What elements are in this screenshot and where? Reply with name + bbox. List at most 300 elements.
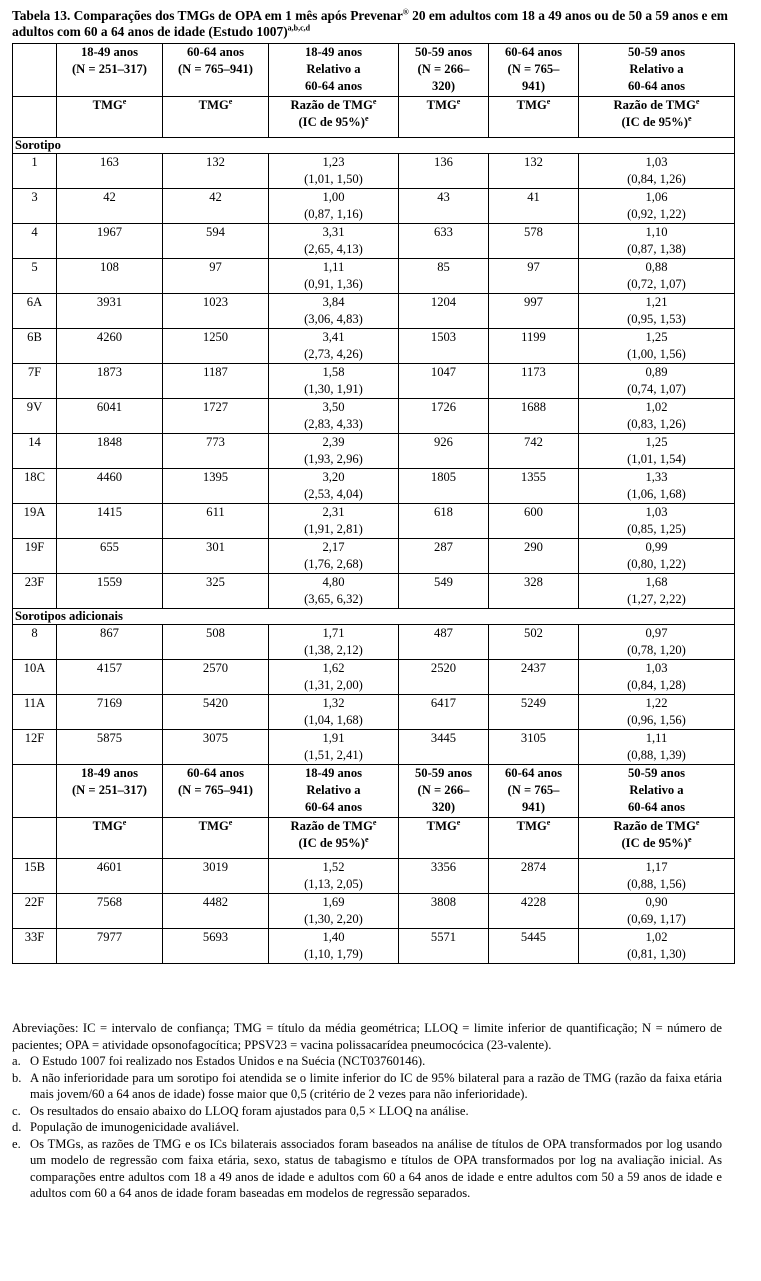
ratio-18-49-cell-line: (2,73, 4,26) (304, 347, 363, 361)
header-c4-line: 320) (431, 800, 456, 814)
header-c3-line: Relativo a (306, 62, 361, 76)
tmg-60-64-cell (163, 294, 269, 329)
tmg-60-64-b-cell (489, 294, 579, 329)
header-measure-ratio (579, 97, 735, 138)
ratio-18-49-cell-line: (1,51, 2,41) (304, 748, 363, 762)
ratio-50-59-cell (579, 189, 735, 224)
header-measure-tmg (163, 97, 269, 138)
tmg-18-49-cell-line: 4157 (96, 661, 123, 675)
footnote-text: Os resultados do ensaio abaixo do LLOQ foram ajustados para 0,5 × LLOQ na análise. (30, 1103, 469, 1118)
tmg-18-49-cell (57, 399, 163, 434)
table-row (13, 894, 735, 929)
header-c2-line: 60-64 anos (186, 45, 245, 59)
tmg-50-59-cell-line: 926 (434, 435, 453, 449)
table-row (13, 294, 735, 329)
caption-text-b: 20 em adultos com 18 a 49 anos ou de 50 a 59 anos e em adultos com 60 a 64 anos de idade (Estudo 1007) (12, 8, 728, 39)
tmg-18-49-cell (57, 695, 163, 730)
tmg-18-49-cell-line: 4601 (96, 860, 123, 874)
tmg-18-49-cell (57, 859, 163, 894)
tmg-60-64-cell (163, 399, 269, 434)
serotype-cell (13, 625, 57, 660)
serotype-cell (13, 329, 57, 364)
ratio-18-49-cell (269, 894, 399, 929)
header-c1-line: 18-49 anos (80, 766, 139, 780)
tmg-50-59-cell-line: 549 (434, 575, 453, 589)
serotype-cell (13, 730, 57, 765)
caption-text-a: Tabela 13. Comparações dos TMGs de OPA em 1 mês após Prevenar (12, 8, 403, 23)
serotype-cell-line: 10A (23, 661, 46, 675)
tmg-label: TMG (516, 98, 547, 112)
ratio-18-49-cell-line: 1,23 (322, 155, 345, 169)
ratio-18-49-cell-line: 2,39 (322, 435, 345, 449)
tmg-50-59-cell-line: 3808 (430, 895, 457, 909)
tmg-18-49-cell-line: 7169 (96, 696, 123, 710)
header-row-groups-repeat (13, 765, 735, 818)
footnote-item (12, 1070, 722, 1103)
footnote-item (12, 1103, 722, 1120)
tmg-50-59-cell (399, 574, 489, 609)
ratio-50-59-cell-line: 1,21 (645, 295, 668, 309)
tmg-60-64-cell-line: 97 (209, 260, 222, 274)
tmg-18-49-cell-line: 867 (100, 626, 119, 640)
section-label: Sorotipos adicionais (13, 609, 735, 625)
ratio-18-49-cell-line: (1,30, 2,20) (304, 912, 363, 926)
tmg-60-64-b-cell (489, 695, 579, 730)
ratio-18-49-cell-line: 3,84 (322, 295, 345, 309)
tmg-label: TMG (516, 819, 547, 833)
tmg-60-64-cell (163, 730, 269, 765)
header-c1-line: 18-49 anos (80, 45, 139, 59)
header-c6-line: Relativo a (629, 783, 684, 797)
tmg-18-49-cell (57, 894, 163, 929)
tmg-60-64-cell (163, 625, 269, 660)
tmg-18-49-cell-line: 1559 (96, 575, 123, 589)
ratio-18-49-cell (269, 259, 399, 294)
tmg-18-49-cell-line: 7568 (96, 895, 123, 909)
tmg-18-49-cell (57, 329, 163, 364)
ratio-50-59-cell (579, 294, 735, 329)
tmg-50-59-cell-line: 3445 (430, 731, 457, 745)
tmg-50-59-cell-line: 2520 (430, 661, 457, 675)
serotype-cell-line: 18C (24, 470, 45, 484)
ratio-50-59-cell (579, 224, 735, 259)
serotype-cell-line: 6A (26, 295, 43, 309)
serotype-cell-line: 19F (24, 540, 45, 554)
ratio-18-49-cell-line: (0,87, 1,16) (304, 207, 363, 221)
header-cell-c3 (269, 765, 399, 818)
footnote-key: c. (12, 1103, 21, 1118)
ratio-18-49-cell-line: 1,69 (322, 895, 345, 909)
tmg-60-64-b-cell (489, 399, 579, 434)
tmg-50-59-cell (399, 660, 489, 695)
serotype-cell (13, 859, 57, 894)
results-table (12, 43, 735, 964)
serotype-cell-line: 15B (24, 860, 45, 874)
ratio-18-49-cell-line: (1,38, 2,12) (304, 643, 363, 657)
footnote-item (12, 1053, 722, 1070)
ratio-18-49-cell (269, 625, 399, 660)
tmg-50-59-cell-line: 136 (434, 155, 453, 169)
ratio-18-49-cell-line: (0,91, 1,36) (304, 277, 363, 291)
ratio-18-49-cell-line: (2,83, 4,33) (304, 417, 363, 431)
tmg-60-64-b-cell-line: 3105 (520, 731, 547, 745)
header-c5-line: 941) (521, 79, 546, 93)
ratio-18-49-cell-line: 1,58 (322, 365, 345, 379)
tmg-60-64-cell-line: 2570 (202, 661, 229, 675)
tmg-60-64-b-cell-line: 97 (527, 260, 540, 274)
ratio-50-59-cell-line: 1,03 (645, 155, 668, 169)
ratio-18-49-cell-line: (2,53, 4,04) (304, 487, 363, 501)
tmg-18-49-cell (57, 929, 163, 964)
serotype-cell-line: 3 (31, 190, 38, 204)
tmg-60-64-cell-line: 773 (206, 435, 225, 449)
header-c5-line: (N = 765– (507, 62, 560, 76)
ratio-18-49-cell (269, 539, 399, 574)
tmg-60-64-cell (163, 189, 269, 224)
ratio-label: Razão de TMG (613, 98, 696, 112)
tmg-60-64-cell-line: 42 (209, 190, 222, 204)
tmg-60-64-cell-line: 594 (206, 225, 225, 239)
ratio-18-49-cell-line: 1,11 (322, 260, 345, 274)
tmg-60-64-b-cell (489, 364, 579, 399)
tmg-60-64-cell (163, 695, 269, 730)
serotype-cell-line: 8 (31, 626, 38, 640)
header-empty-cell (13, 818, 57, 859)
header-c6-line: 50-59 anos (627, 45, 686, 59)
tmg-50-59-cell-line: 633 (434, 225, 453, 239)
header-empty-cell (13, 765, 57, 818)
ratio-18-49-cell-line: 3,31 (322, 225, 345, 239)
section-row (13, 138, 735, 154)
abbreviations-note: Abreviações: IC = intervalo de confiança; TMG = título da média geométrica; LLOQ = limite inferior de quantificação; N = número de pacientes; OPA = atividade opsonofagocítica; PPSV23 = vacina polissacarídea pneumocócica (23-valente). (12, 1021, 722, 1052)
header-cell-c1 (57, 765, 163, 818)
ratio-50-59-cell-line: (0,85, 1,25) (627, 522, 686, 536)
tmg-60-64-b-cell (489, 469, 579, 504)
header-measure-tmg (57, 818, 163, 859)
tmg-60-64-b-cell-line: 502 (524, 626, 543, 640)
ratio-18-49-cell (269, 660, 399, 695)
header-cell-c6 (579, 44, 735, 97)
header-cell-c6 (579, 765, 735, 818)
tmg-60-64-cell (163, 894, 269, 929)
tmg-60-64-b-cell-line: 4228 (520, 895, 547, 909)
ratio-18-49-cell-line: 4,80 (322, 575, 345, 589)
ratio-50-59-cell-line: 1,17 (645, 860, 668, 874)
ratio-50-59-cell-line: (0,72, 1,07) (627, 277, 686, 291)
serotype-cell (13, 929, 57, 964)
header-c6-line: 60-64 anos (627, 79, 686, 93)
tmg-60-64-b-cell (489, 434, 579, 469)
tmg-50-59-cell (399, 399, 489, 434)
tmg-50-59-cell (399, 625, 489, 660)
tmg-60-64-b-cell-line: 1688 (520, 400, 547, 414)
tmg-60-64-b-cell-line: 2874 (520, 860, 547, 874)
header-measure-tmg (399, 818, 489, 859)
tmg-label: TMG (426, 819, 457, 833)
tmg-50-59-cell (399, 730, 489, 765)
serotype-cell (13, 294, 57, 329)
tmg-18-49-cell-line: 1873 (96, 365, 123, 379)
ratio-50-59-cell-line: (1,01, 1,54) (627, 452, 686, 466)
tmg-60-64-b-cell-line: 5445 (520, 930, 547, 944)
ratio-50-59-cell (579, 695, 735, 730)
ratio-18-49-cell-line: 1,32 (322, 696, 345, 710)
header-c5-line: (N = 765– (507, 783, 560, 797)
header-c1-line: (N = 251–317) (71, 62, 148, 76)
header-c2-line: 60-64 anos (186, 766, 245, 780)
tmg-18-49-cell-line: 4260 (96, 330, 123, 344)
tmg-50-59-cell-line: 1047 (430, 365, 457, 379)
ratio-18-49-cell (269, 504, 399, 539)
tmg-18-49-cell (57, 730, 163, 765)
tmg-60-64-b-cell (489, 730, 579, 765)
ratio-50-59-cell-line: 1,33 (645, 470, 668, 484)
serotype-cell-line: 4 (31, 225, 38, 239)
ratio-50-59-cell-line: (0,69, 1,17) (627, 912, 686, 926)
footnote-key: b. (12, 1070, 22, 1085)
serotype-cell (13, 539, 57, 574)
serotype-cell-line: 5 (31, 260, 38, 274)
ratio-50-59-cell (579, 859, 735, 894)
header-c4-line: 50-59 anos (414, 45, 473, 59)
tmg-60-64-cell-line: 3019 (202, 860, 229, 874)
ratio-18-49-cell (269, 730, 399, 765)
ratio-18-49-cell (269, 929, 399, 964)
tmg-18-49-cell (57, 294, 163, 329)
table-row (13, 189, 735, 224)
tmg-label: TMG (92, 98, 123, 112)
ratio-18-49-cell (269, 695, 399, 730)
ratio-18-49-cell-line: 2,31 (322, 505, 345, 519)
tmg-18-49-cell (57, 364, 163, 399)
header-cell-c4 (399, 765, 489, 818)
tmg-60-64-b-cell-line: 328 (524, 575, 543, 589)
tmg-60-64-cell (163, 329, 269, 364)
tmg-18-49-cell-line: 163 (100, 155, 119, 169)
tmg-60-64-cell (163, 434, 269, 469)
tmg-footnote-ref: e (228, 96, 233, 106)
header-cell-c2 (163, 44, 269, 97)
ratio-50-59-cell-line: 0,89 (645, 365, 668, 379)
tmg-50-59-cell (399, 224, 489, 259)
tmg-60-64-cell-line: 611 (206, 505, 225, 519)
header-row-groups (13, 44, 735, 97)
ci-label: (IC de 95%) (621, 836, 688, 850)
header-measure-ratio (269, 97, 399, 138)
tmg-18-49-cell (57, 154, 163, 189)
header-row-measures (13, 97, 735, 138)
tmg-60-64-b-cell (489, 539, 579, 574)
ratio-50-59-cell-line: (0,84, 1,28) (627, 678, 686, 692)
tmg-60-64-b-cell-line: 5249 (520, 696, 547, 710)
table-row (13, 625, 735, 660)
ratio-50-59-cell (579, 539, 735, 574)
serotype-cell (13, 399, 57, 434)
tmg-18-49-cell-line: 4460 (96, 470, 123, 484)
ci-label: (IC de 95%) (298, 115, 365, 129)
tmg-60-64-b-cell (489, 574, 579, 609)
ratio-50-59-cell (579, 469, 735, 504)
serotype-cell (13, 504, 57, 539)
tmg-50-59-cell-line: 1204 (430, 295, 457, 309)
tmg-60-64-b-cell-line: 742 (524, 435, 543, 449)
tmg-18-49-cell (57, 539, 163, 574)
tmg-60-64-cell-line: 508 (206, 626, 225, 640)
ratio-18-49-cell (269, 859, 399, 894)
tmg-footnote-ref: e (122, 96, 127, 106)
ratio-18-49-cell (269, 224, 399, 259)
table-row (13, 434, 735, 469)
ratio-label: Razão de TMG (290, 819, 373, 833)
ratio-50-59-cell (579, 730, 735, 765)
serotype-cell (13, 574, 57, 609)
ratio-50-59-cell-line: (1,06, 1,68) (627, 487, 686, 501)
tmg-60-64-cell-line: 1023 (202, 295, 229, 309)
ratio-50-59-cell (579, 434, 735, 469)
ratio-50-59-cell-line: 1,03 (645, 505, 668, 519)
ratio-18-49-cell-line: (3,06, 4,83) (304, 312, 363, 326)
ratio-50-59-cell (579, 660, 735, 695)
ratio-50-59-cell (579, 574, 735, 609)
tmg-60-64-cell-line: 5420 (202, 696, 229, 710)
footnote-key: a. (12, 1054, 21, 1068)
tmg-50-59-cell-line: 43 (437, 190, 450, 204)
ratio-18-49-cell (269, 364, 399, 399)
ratio-18-49-cell-line: 2,17 (322, 540, 345, 554)
table-row (13, 730, 735, 765)
tmg-18-49-cell-line: 108 (100, 260, 119, 274)
header-c3-line: 60-64 anos (304, 800, 363, 814)
footnote-item (12, 1136, 722, 1202)
ratio-50-59-cell-line: (0,78, 1,20) (627, 643, 686, 657)
serotype-cell-line: 22F (24, 895, 45, 909)
tmg-60-64-cell-line: 325 (206, 575, 225, 589)
header-empty-cell (13, 97, 57, 138)
ratio-18-49-cell-line: 1,71 (322, 626, 345, 640)
tmg-60-64-b-cell-line: 2437 (520, 661, 547, 675)
tmg-label: TMG (426, 98, 457, 112)
tmg-18-49-cell-line: 5875 (96, 731, 123, 745)
ratio-18-49-cell (269, 189, 399, 224)
tmg-60-64-b-cell (489, 660, 579, 695)
ci-footnote-ref: e (687, 113, 692, 123)
table-row (13, 695, 735, 730)
ratio-18-49-cell-line: (1,30, 1,91) (304, 382, 363, 396)
serotype-cell-line: 23F (24, 575, 45, 589)
ratio-50-59-cell-line: (0,88, 1,56) (627, 877, 686, 891)
ratio-50-59-cell-line: 1,25 (645, 435, 668, 449)
ratio-50-59-cell-line: (0,74, 1,07) (627, 382, 686, 396)
tmg-60-64-b-cell-line: 132 (524, 155, 543, 169)
ratio-footnote-ref: e (372, 96, 377, 106)
table-row (13, 364, 735, 399)
ratio-50-59-cell-line: (1,27, 2,22) (627, 592, 686, 606)
serotype-cell (13, 434, 57, 469)
tmg-18-49-cell (57, 625, 163, 660)
serotype-cell (13, 259, 57, 294)
tmg-60-64-b-cell (489, 329, 579, 364)
tmg-18-49-cell (57, 224, 163, 259)
header-c2-line: (N = 765–941) (177, 783, 254, 797)
tmg-60-64-cell-line: 5693 (202, 930, 229, 944)
tmg-50-59-cell-line: 85 (437, 260, 450, 274)
ratio-50-59-cell (579, 929, 735, 964)
tmg-50-59-cell (399, 894, 489, 929)
tmg-footnote-ref: e (228, 817, 233, 827)
tmg-18-49-cell-line: 1967 (96, 225, 123, 239)
ratio-50-59-cell (579, 894, 735, 929)
ratio-50-59-cell-line: (1,00, 1,56) (627, 347, 686, 361)
ratio-50-59-cell-line: 1,02 (645, 400, 668, 414)
tmg-60-64-b-cell-line: 600 (524, 505, 543, 519)
tmg-18-49-cell (57, 189, 163, 224)
header-measure-tmg (163, 818, 269, 859)
serotype-cell-line: 19A (23, 505, 46, 519)
table-notes (12, 1020, 722, 1202)
table-row (13, 224, 735, 259)
tmg-18-49-cell-line: 3931 (96, 295, 123, 309)
header-c2-line: (N = 765–941) (177, 62, 254, 76)
serotype-cell-line: 1 (31, 155, 38, 169)
table-row (13, 859, 735, 894)
tmg-50-59-cell-line: 1503 (430, 330, 457, 344)
tmg-18-49-cell-line: 1848 (96, 435, 123, 449)
table-row (13, 399, 735, 434)
ratio-18-49-cell-line: (1,93, 2,96) (304, 452, 363, 466)
tmg-60-64-b-cell (489, 859, 579, 894)
table-row (13, 154, 735, 189)
caption-footnote-refs: a,b,c,d (287, 23, 311, 33)
tmg-18-49-cell-line: 1415 (96, 505, 123, 519)
ratio-18-49-cell (269, 469, 399, 504)
tmg-50-59-cell (399, 504, 489, 539)
ratio-50-59-cell-line: (0,92, 1,22) (627, 207, 686, 221)
serotype-cell (13, 695, 57, 730)
ratio-50-59-cell (579, 364, 735, 399)
tmg-60-64-cell (163, 469, 269, 504)
ratio-50-59-cell (579, 259, 735, 294)
tmg-60-64-b-cell-line: 578 (524, 225, 543, 239)
serotype-cell (13, 364, 57, 399)
tmg-label: TMG (198, 98, 229, 112)
table-row (13, 329, 735, 364)
header-c6-line: 60-64 anos (627, 800, 686, 814)
header-cell-c2 (163, 765, 269, 818)
ratio-50-59-cell-line: (0,87, 1,38) (627, 242, 686, 256)
tmg-60-64-b-cell (489, 894, 579, 929)
header-c5-line: 941) (521, 800, 546, 814)
ratio-18-49-cell (269, 399, 399, 434)
tmg-50-59-cell-line: 287 (434, 540, 453, 554)
tmg-60-64-b-cell (489, 929, 579, 964)
ratio-18-49-cell-line: (1,76, 2,68) (304, 557, 363, 571)
tmg-60-64-b-cell (489, 189, 579, 224)
table-row (13, 539, 735, 574)
tmg-60-64-b-cell-line: 1355 (520, 470, 547, 484)
header-c4-line: (N = 266– (417, 62, 470, 76)
footnotes-list (12, 1053, 722, 1202)
ratio-50-59-cell-line: (0,80, 1,22) (627, 557, 686, 571)
header-measure-ratio (269, 818, 399, 859)
tmg-footnote-ref: e (546, 817, 551, 827)
ratio-18-49-cell-line: (1,31, 2,00) (304, 678, 363, 692)
serotype-cell (13, 894, 57, 929)
serotype-cell (13, 224, 57, 259)
ratio-18-49-cell-line: (1,13, 2,05) (304, 877, 363, 891)
header-cell-c3 (269, 44, 399, 97)
tmg-60-64-cell-line: 3075 (202, 731, 229, 745)
header-c5-line: 60-64 anos (504, 45, 563, 59)
